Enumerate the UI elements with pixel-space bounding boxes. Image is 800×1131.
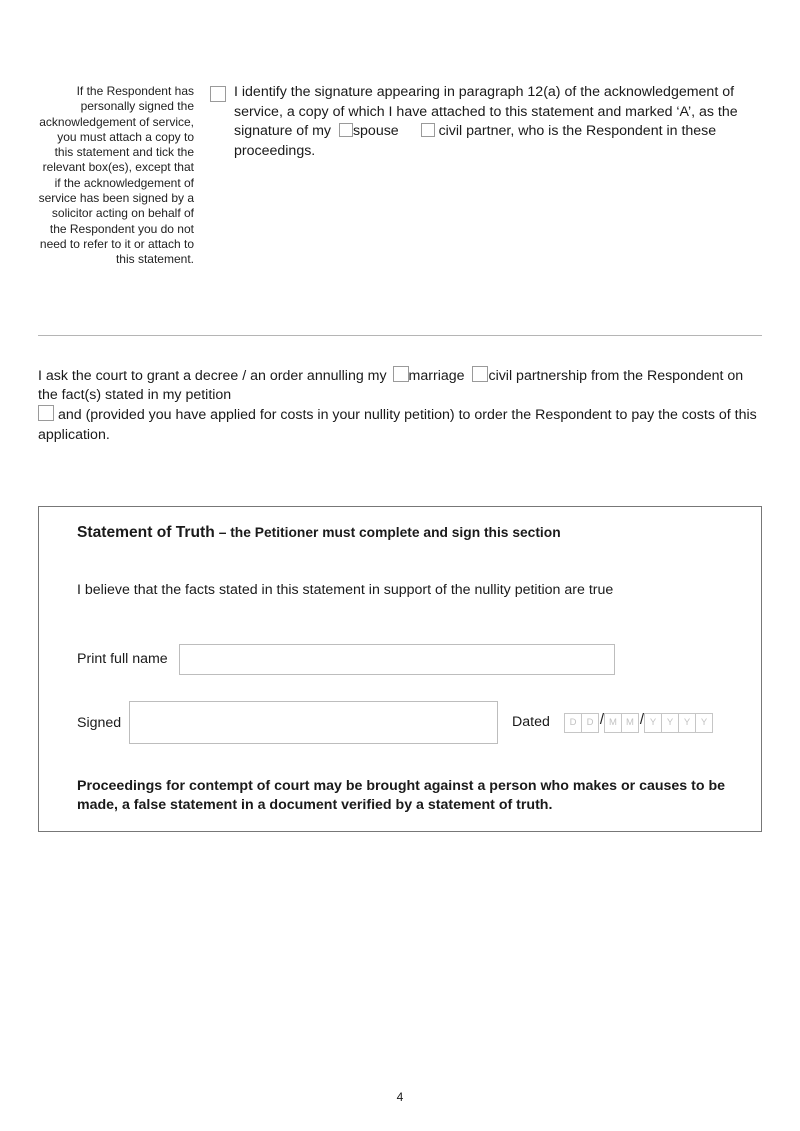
decree-request-paragraph <box>38 366 762 445</box>
spouse-label: spouse <box>352 123 399 139</box>
civil-partnership-label: civil partnership from the Respondent on the fact(s) stated in my petition <box>38 368 744 404</box>
date-day-box-1[interactable]: D <box>564 713 582 733</box>
spouse-checkbox[interactable] <box>339 123 353 137</box>
civil-partnership-checkbox[interactable] <box>472 366 488 382</box>
identify-signature-checkbox[interactable] <box>210 86 226 102</box>
signature-field[interactable] <box>129 701 498 744</box>
date-month-box-2[interactable]: M <box>621 713 639 733</box>
identify-text: I identify the signature appearing in paragraph 12(a) of the acknowledgement of service, a copy of which I have attached to this statement and marked ‘A’, as the signature of my <box>234 84 738 139</box>
marriage-checkbox[interactable] <box>393 366 409 382</box>
statement-of-truth-instruction: – the Petitioner must complete and sign this section <box>218 525 561 540</box>
identify-signature-paragraph <box>234 83 762 161</box>
civil-partner-label: civil partner, who is the Respondent in these proceedings. <box>234 123 717 159</box>
decree-request-text: I ask the court to grant a decree / an order annulling my <box>38 368 387 384</box>
statement-of-truth-title: Statement of Truth <box>77 524 215 541</box>
date-year-box-1[interactable]: Y <box>644 713 662 733</box>
print-name-field[interactable] <box>179 644 615 675</box>
date-year-box-2[interactable]: Y <box>661 713 679 733</box>
costs-checkbox[interactable] <box>38 405 54 421</box>
page-number: 4 <box>396 1090 404 1104</box>
civil-partner-checkbox[interactable] <box>421 123 435 137</box>
date-day-box-2[interactable]: D <box>581 713 599 733</box>
contempt-warning: Proceedings for contempt of court may be brought against a person who makes or causes to be made, a false statement in a document verified by a statement of truth. <box>77 778 726 813</box>
dated-label: Dated <box>512 714 550 730</box>
date-field <box>565 711 713 733</box>
signed-label: Signed <box>77 715 122 731</box>
belief-statement: I believe that the facts stated in this statement in support of the nullity petition are true <box>77 582 614 598</box>
marriage-label: marriage <box>408 368 465 384</box>
guidance-note: If the Respondent has personally signed the acknowledgement of service, you must attach a copy to this statement and tick the relevant box(es), except that if the acknowledgement of service has been signed by a solicitor acting on behalf of the Respondent you do not need to refer to it or attach to this statement. <box>38 84 194 267</box>
date-month-box-1[interactable]: M <box>604 713 622 733</box>
section-divider <box>38 335 762 336</box>
date-separator-2: / <box>639 711 645 728</box>
print-name-label: Print full name <box>77 651 168 667</box>
costs-label: and (provided you have applied for costs in your nullity petition) to order the Respondent to pay the costs of this application. <box>38 407 757 443</box>
date-separator-1: / <box>599 711 605 728</box>
statement-of-truth-heading <box>77 524 561 542</box>
date-year-box-3[interactable]: Y <box>678 713 696 733</box>
date-year-box-4[interactable]: Y <box>695 713 713 733</box>
